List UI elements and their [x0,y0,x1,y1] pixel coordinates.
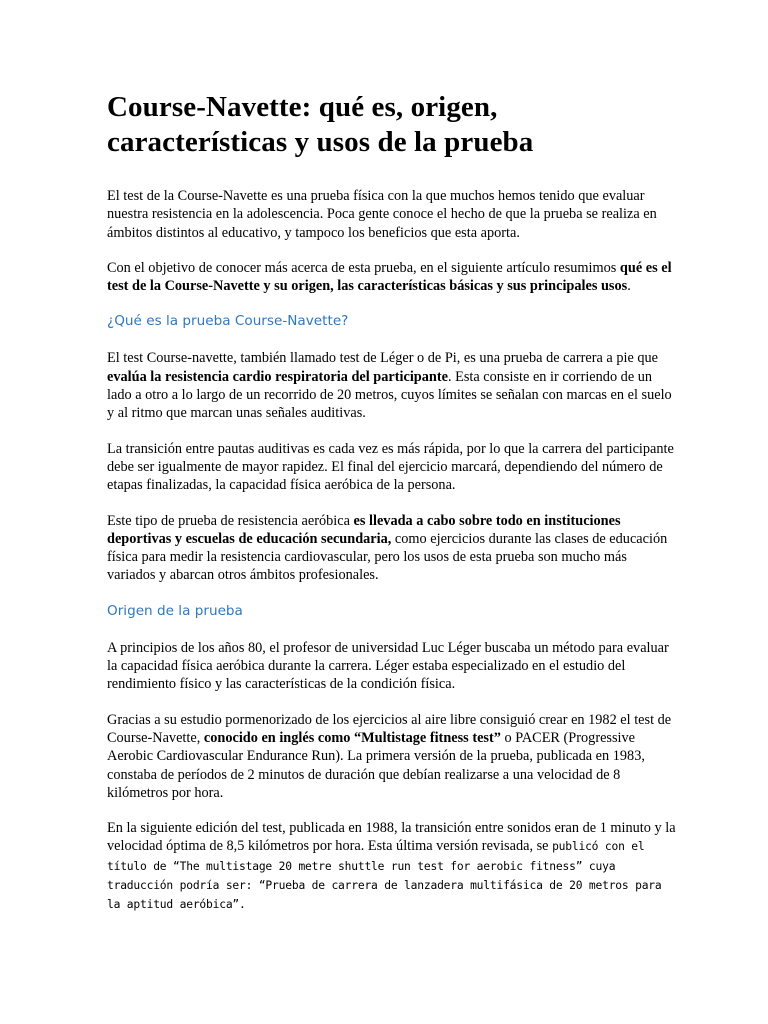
section1-paragraph-1 [107,349,677,422]
s1p1-end: . Esta consiste en ir corriendo de un lado a otro a lo largo de un recorrido de 20 metros, cuyos límites se señalan con marcas en el suelo y al ritmo que marcan unas señales auditivas. [107,368,672,422]
intro-paragraph-2 [107,259,677,296]
section2-paragraph-3 [107,819,677,914]
s1p1-bold: evalúa la resistencia cardio respiratoria del participante [107,368,448,385]
section2-paragraph-2 [107,711,677,802]
intro-p2-end: . [627,278,631,295]
s1p1-start: El test Course-navette, también llamado test de Léger o de Pi, es una prueba de carrera a pie que [107,350,659,367]
section-heading-what-is: ¿Qué es la prueba Course-Navette? [107,313,349,330]
intro-p2-bold: qué es el test de la Course-Navette y su origen, las características básicas y sus principales usos [107,259,672,295]
s1p3-end: como ejercicios durante las clases de educación física para medir la resistencia cardiovascular, pero los usos de esta prueba son mucho más variados y abarcan otros ámbitos profesionales. [107,530,668,584]
page-title: Course-Navette: qué es, origen, características y usos de la prueba [107,91,534,158]
s2p2-start: Gracias a su estudio pormenorizado de los ejercicios al aire libre consiguió crear en 1982 el test de Course-Navette, [107,711,672,746]
s2p3-mono: publicó con el título de “The multistage 20 metre shuttle run test for aerobic fitness” cuya traducción podría ser: “Prueba de carrera de lanzadera multifásica de 20 metros para la aptitud aeróbica”. [107,840,662,912]
section2-paragraph-1: A principios de los años 80, el profesor de universidad Luc Léger buscaba un método para evaluar la capacidad física aeróbica durante la carrera. Léger estaba especializado en el estudio del rendimiento físico y las características de la condición física. [107,639,669,693]
intro-p2-start: Con el objetivo de conocer más acerca de esta prueba, en el siguiente artículo resumimos [107,259,620,276]
section1-paragraph-2: La transición entre pautas auditivas es cada vez es más rápida, por lo que la carrera del participante debe ser igualmente de mayor rapidez. El final del ejercicio marcará, dependiendo del número de etapas finalizadas, la capacidad física aeróbica de la persona. [107,440,674,494]
intro-paragraph-1: El test de la Course-Navette es una prueba física con la que muchos hemos tenido que evaluar nuestra resistencia en la adolescencia. Poca gente conoce el hecho de que la prueba se realiza en ámbitos distintos al educativo, y tampoco los beneficios que esta aporta. [107,188,657,241]
s1p3-start: Este tipo de prueba de resistencia aeróbica [107,512,354,529]
document-page [107,90,677,932]
s1p3-bold: es llevada a cabo sobre todo en instituciones deportivas y escuelas de educación secundaria, [107,512,621,547]
s2p2-end: o PACER (Progressive Aerobic Cardiovascular Endurance Run). La primera versión de la prueba, publicada en 1983, constaba de períodos de 2 minutos de duración que debían realizarse a una velocidad de 8 kilómetros por hora. [107,729,645,801]
section1-paragraph-3 [107,512,677,585]
s2p3-start: En la siguiente edición del test, publicada en 1988, la transición entre sonidos eran de 1 minuto y la velocidad óptima de 8,5 kilómetros por hora. Esta última versión revisada, se [107,820,676,855]
s2p2-bold: conocido en inglés como “Multistage fitness test” [203,729,501,746]
section-heading-origin: Origen de la prueba [107,602,243,619]
